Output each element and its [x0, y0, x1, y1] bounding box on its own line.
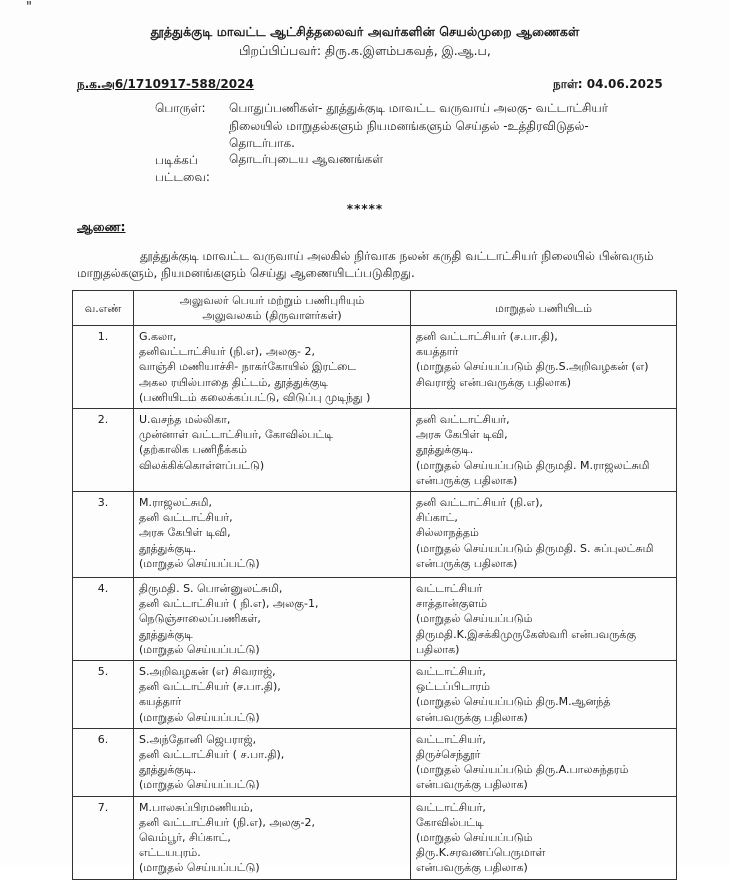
row-posting: [411, 578, 677, 661]
subject-text: பொதுப்பணிகள்- தூத்துக்குடி மாவட்ட வருவாய் அலகு- வட்டாட்சியர் நிலையில் மாறுதல்களும் நியமனங்களும் செய்தல் -உத்திரவிடுதல்- தொடர்பாக.: [229, 101, 608, 150]
subject-label: பொருள்:: [155, 101, 206, 115]
posting-line: தனி வட்டாட்சியர்,: [416, 413, 510, 427]
officer-line: (மாறுதல் செய்யப்பட்டு): [139, 642, 260, 656]
table-row: [73, 409, 677, 492]
row-serial: 4.: [73, 578, 134, 661]
officer-line: எட்டயபுரம்.: [139, 846, 201, 860]
order-date: நாள்: 04.06.2025: [553, 77, 663, 91]
posting-line: வட்டாட்சியர்: [416, 582, 483, 596]
table-header-row: [73, 291, 677, 326]
officer-line: தனி வட்டாட்சியர் (நி.எ), அலகு-2,: [139, 815, 315, 829]
officer-line: தூத்துக்குடி: [139, 627, 193, 641]
table-row: [73, 728, 677, 796]
top-mark: ": [26, 0, 32, 15]
row-officer: [134, 492, 411, 578]
officer-line: (மாறுதல் செய்யப்பட்டு): [139, 861, 260, 875]
posting-line: (மாறுதல் செய்யப்படும் திரு.A.பாலசுந்தரம்: [416, 763, 629, 777]
read-text: தொடர்புடைய ஆவணங்கள்: [229, 152, 384, 166]
posting-line: என்பருக்கு பதிலாக): [416, 556, 518, 570]
row-officer: [134, 796, 411, 879]
posting-line: (மாறுதல் செய்யப்படும் திரு.S.அறிவழகன் (எ): [416, 360, 649, 374]
row-officer: [134, 661, 411, 729]
posting-line: பதிலாக): [416, 642, 460, 656]
row-serial: 6.: [73, 728, 134, 796]
posting-line: தூத்துக்குடி.: [416, 443, 474, 457]
posting-line: சாத்தான்குளம்: [416, 597, 488, 611]
officer-line: M.ராஜலட்சுமி,: [139, 496, 212, 510]
posting-line: சில்லாநத்தம்: [416, 526, 479, 540]
officer-line: நெடுஞ்சாலைப்பணிகள்,: [139, 612, 261, 626]
officer-line: M.பாலசுப்பிரமணியம்,: [139, 800, 254, 814]
table-row: [73, 796, 677, 879]
posting-line: (மாறுதல் செய்யப்படும் திருமதி. S. சுப்புலட்சுமி: [416, 541, 654, 555]
posting-line: வட்டாட்சியர்,: [416, 665, 486, 679]
officer-line: (மாறுதல் செய்யப்பட்டு): [139, 556, 260, 570]
posting-line: (மாறுதல் செய்யப்படும் திரு.M.ஆனந்த்: [416, 695, 611, 709]
header-officer: [134, 291, 411, 326]
posting-line: கோவில்பட்டி: [416, 815, 484, 829]
officer-line: தனி வட்டாட்சியர் (ச.பா.தி),: [139, 680, 281, 694]
row-serial: 7.: [73, 796, 134, 879]
table-row: [73, 492, 677, 578]
reference-number: ந.க.அ6/1710917-588/2024: [77, 77, 254, 91]
officer-line: விலக்கிக்கொள்ளப்பட்டு): [139, 458, 265, 472]
officer-line: தனி வட்டாட்சியர் ( ச.பா.தி),: [139, 748, 285, 762]
posting-line: வட்டாட்சியர்,: [416, 800, 486, 814]
officer-line: கயத்தார்: [139, 695, 182, 709]
header-officer-line1: அலுவலர் பெயர் மற்றும் பணிபுரியும்: [179, 294, 365, 307]
table-row: [73, 578, 677, 661]
order-heading: ஆணை:: [77, 219, 126, 234]
officer-line: (தற்காலிக பணிநீக்கம்: [139, 443, 247, 457]
posting-line: சிவராஜ் என்பவருக்கு பதிலாக): [416, 375, 572, 389]
row-posting: [411, 326, 677, 409]
officer-line: (மாறுதல் செய்யப்பட்டு): [139, 710, 260, 724]
row-serial: 5.: [73, 661, 134, 729]
posting-line: ஒட்டப்பிடாரம்: [416, 680, 490, 694]
row-officer: [134, 409, 411, 492]
officer-line: தனிவட்டாட்சியர் (நி.எ), அலகு- 2,: [139, 345, 315, 359]
posting-line: தனி வட்டாட்சியர் (ச.பா.தி),: [416, 330, 558, 343]
header-issuer: பிறப்பிப்பவர்: திரு.க.இளம்பகவத், இ.ஆ.ப,: [239, 43, 491, 58]
posting-line: என்பவருக்கு பதிலாக): [416, 778, 528, 792]
posting-line: திரு.K.சரவணப்பெருமாள்: [416, 846, 546, 860]
posting-line: அரசு கேபிள் டிவி,: [416, 428, 508, 442]
row-posting: [411, 492, 677, 578]
officer-line: (பணியிடம் கலைக்கப்பட்டு, விடுப்பு முடிந்து ): [139, 390, 371, 404]
header-title: தூத்துக்குடி மாவட்ட ஆட்சித்தலைவர் அவர்களின் செயல்முறை ஆணைகள்: [150, 24, 580, 39]
officer-line: G.கலா,: [139, 330, 177, 343]
read-label-line2: பட்டவை:: [155, 170, 210, 184]
row-posting: [411, 661, 677, 729]
table-row: [73, 326, 677, 409]
officer-line: S.அறிவழகன் (எ) சிவராஜ்,: [139, 665, 276, 679]
row-officer: [134, 326, 411, 409]
officer-line: (மாறுதல் செய்யப்பட்டு): [139, 778, 260, 792]
officer-line: திருமதி. S. பொன்னுலட்சுமி,: [139, 582, 283, 596]
header-posting: மாறுதல் பணியிடம்: [411, 291, 677, 326]
officer-line: தூத்துக்குடி.: [139, 763, 197, 777]
officer-line: தூத்துக்குடி.: [139, 541, 197, 555]
posting-line: (மாறுதல் செய்யப்படும்: [416, 831, 533, 845]
header-officer-line2: அலுவலகம் (திருவாளர்கள்): [202, 309, 342, 322]
posting-line: வட்டாட்சியர்,: [416, 732, 486, 746]
row-posting: [411, 796, 677, 879]
table-row: [73, 661, 677, 729]
header-serial: வ.எண்: [73, 291, 134, 326]
officer-line: தனி வட்டாட்சியர் ( நி.எ), அலகு-1,: [139, 597, 319, 611]
order-intro: தூத்துக்குடி மாவட்ட வருவாய் அலகில் நிர்வாக நலன் கருதி வட்டாட்சியர் நிலையில் பின்வரும் மாறுதல்களும், நியமனங்களும் செய்து ஆணையிடப்படுகிறது.: [77, 249, 654, 280]
officer-line: முன்னாள் வட்டாட்சியர், கோவில்பட்டி: [139, 428, 333, 442]
row-officer: [134, 728, 411, 796]
posting-line: என்பவருக்கு பதிலாக): [416, 861, 528, 875]
officer-line: அகல ரயில்பாதை திட்டம், தூத்துக்குடி: [139, 375, 329, 389]
posting-line: (மாறுதல் செய்யப்படும்: [416, 612, 533, 626]
row-posting: [411, 409, 677, 492]
posting-line: (மாறுதல் செய்யப்படும் திருமதி. M.ராஜலட்சுமி: [416, 458, 650, 472]
officer-line: அரசு கேபிள் டிவி,: [139, 526, 231, 540]
posting-line: திருச்செந்தூர்: [416, 748, 481, 762]
read-label-line1: படிக்கப்: [155, 153, 198, 167]
row-serial: 1.: [73, 326, 134, 409]
row-officer: [134, 578, 411, 661]
posting-line: என்பவருக்கு பதிலாக): [416, 710, 528, 724]
row-serial: 2.: [73, 409, 134, 492]
row-posting: [411, 728, 677, 796]
officer-line: S.அந்தோனி ஜெபராஜ்,: [139, 732, 257, 746]
officer-line: U.வசந்த மல்லிகா,: [139, 413, 231, 427]
separator-stars: *****: [346, 202, 384, 216]
posting-line: திருமதி.K.இசக்கிமுருகேஸ்வரி என்பவருக்கு: [416, 627, 637, 641]
transfer-table: [72, 290, 677, 880]
officer-line: தனி வட்டாட்சியர்,: [139, 511, 233, 525]
posting-line: என்பருக்கு பதிலாக): [416, 473, 518, 487]
posting-line: தனி வட்டாட்சியர் (நி.எ),: [416, 496, 543, 510]
officer-line: வெம்பூர், சிப்காட்,: [139, 831, 231, 845]
row-serial: 3.: [73, 492, 134, 578]
posting-line: கயத்தார்: [416, 345, 459, 359]
officer-line: வாஞ்சி மணியாச்சி- நாகர்கோயில் இரட்டை: [139, 360, 357, 374]
posting-line: சிப்காட்,: [416, 511, 458, 525]
